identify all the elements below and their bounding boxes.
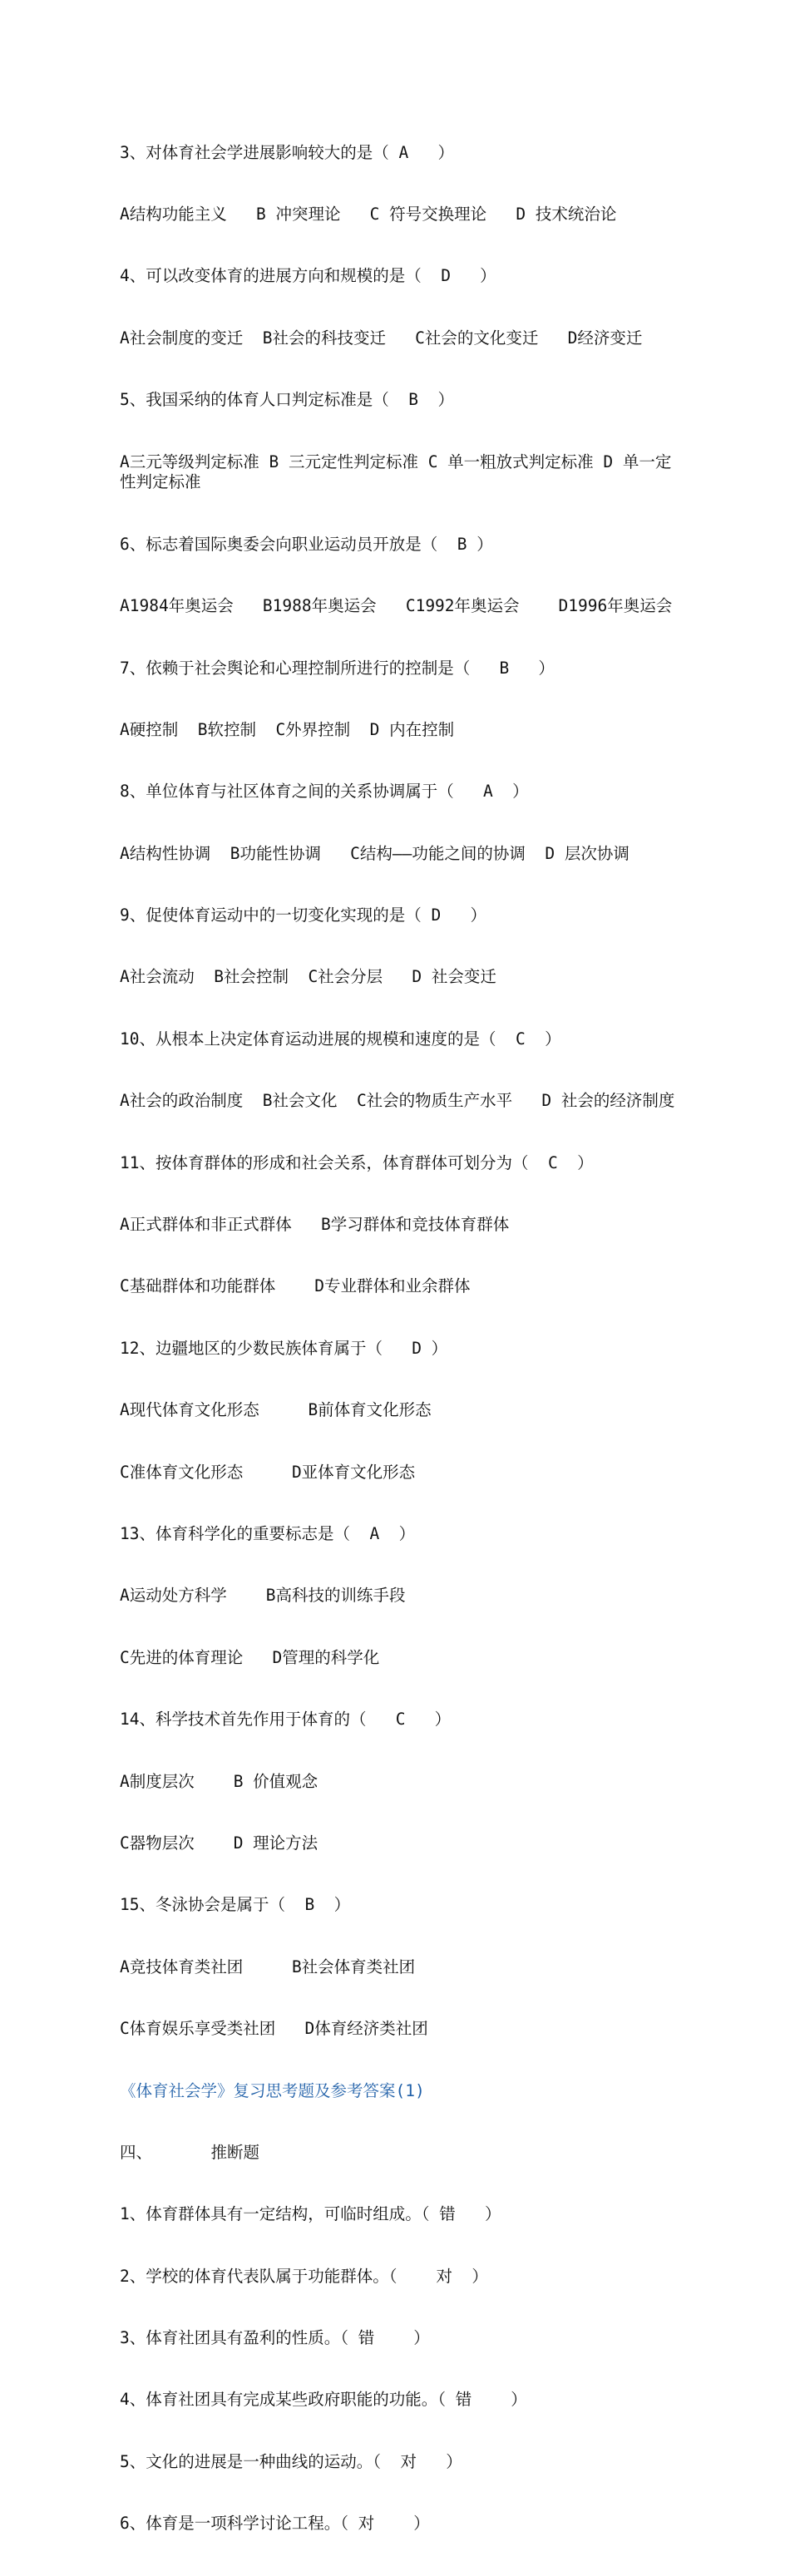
question-14-options-ab: A制度层次 B 价值观念 xyxy=(120,1771,318,1791)
judgment-6: 6、体育是一项科学讨论工程。（ 对 ） xyxy=(120,2514,430,2534)
question-11-options-ab: A正式群体和非正式群体 B学习群体和竞技体育群体 xyxy=(120,1215,510,1235)
question-12: 12、边疆地区的少数民族体育属于（ D ） xyxy=(120,1338,448,1358)
question-15-options-ab: A竞技体育类社团 B社会体育类社团 xyxy=(120,1957,416,1976)
document-body xyxy=(120,101,685,2576)
question-15-options-cd: C体育娱乐享受类社团 D体育经济类社团 xyxy=(120,2019,428,2039)
question-11-options-cd: C基础群体和功能群体 D专业群体和业余群体 xyxy=(120,1276,471,1296)
question-15: 15、冬泳协会是属于（ B ） xyxy=(120,1895,351,1915)
question-5-options: A三元等级判定标准 B 三元定性判定标准 C 单一粗放式判定标准 D 单一定性判定标准 xyxy=(120,452,672,492)
question-13: 13、体育科学化的重要标志是（ A ） xyxy=(120,1523,416,1543)
question-8-options: A结构性协调 B功能性协调 C结构——功能之间的协调 D 层次协调 xyxy=(120,843,630,863)
question-4: 4、可以改变体育的进展方向和规模的是（ D ） xyxy=(120,266,496,286)
question-5: 5、我国采纳的体育人口判定标准是（ B ） xyxy=(120,390,454,410)
judgment-1: 1、体育群体具有一定结构，可临时组成。（ 错 ） xyxy=(120,2204,501,2224)
section-four-title: 四、 推断题 xyxy=(120,2142,259,2162)
question-14: 14、科学技术首先作用于体育的（ C ） xyxy=(120,1710,452,1730)
judgment-4: 4、体育社团具有完成某些政府职能的功能。（ 错 ） xyxy=(120,2390,527,2410)
question-3: 3、对体育社会学进展影响较大的是（ A ） xyxy=(120,142,454,162)
question-6: 6、标志着国际奥委会向职业运动员开放是（ B ） xyxy=(120,534,493,554)
question-12-options-ab: A现代体育文化形态 B前体育文化形态 xyxy=(120,1400,432,1420)
question-6-options: A1984年奥运会 B1988年奥运会 C1992年奥运会 D1996年奥运会 xyxy=(120,596,673,616)
question-9: 9、促使体育运动中的一切变化实现的是（ D ） xyxy=(120,906,486,925)
judgment-3: 3、体育社团具有盈利的性质。（ 错 ） xyxy=(120,2328,430,2348)
judgment-5: 5、文化的进展是一种曲线的运动。（ 对 ） xyxy=(120,2451,462,2471)
section-heading-link: 《体育社会学》复习思考题及参考答案(1) xyxy=(120,2080,425,2100)
question-14-options-cd: C器物层次 D 理论方法 xyxy=(120,1833,318,1853)
question-9-options: A社会流动 B社会控制 C社会分层 D 社会变迁 xyxy=(120,967,496,987)
question-12-options-cd: C准体育文化形态 D亚体育文化形态 xyxy=(120,1462,416,1482)
question-7-options: A硬控制 B软控制 C外界控制 D 内在控制 xyxy=(120,719,455,739)
question-13-options-cd: C先进的体育理论 D管理的科学化 xyxy=(120,1647,380,1667)
question-4-options: A社会制度的变迁 B社会的科技变迁 C社会的文化变迁 D经济变迁 xyxy=(120,328,643,348)
question-11: 11、按体育群体的形成和社会关系，体育群体可划分为（ C ） xyxy=(120,1152,594,1172)
question-3-options: A结构功能主义 B 冲突理论 C 符号交换理论 D 技术统治论 xyxy=(120,204,617,224)
question-10: 10、从根本上决定体育运动进展的规模和速度的是（ C ） xyxy=(120,1029,561,1049)
question-10-options: A社会的政治制度 B社会文化 C社会的物质生产水平 D 社会的经济制度 xyxy=(120,1091,675,1111)
judgment-2: 2、学校的体育代表队属于功能群体。（ 对 ） xyxy=(120,2266,488,2286)
question-13-options-ab: A运动处方科学 B高科技的训练手段 xyxy=(120,1586,406,1606)
question-8: 8、单位体育与社区体育之间的关系协调属于（ A ） xyxy=(120,782,529,802)
question-7: 7、依赖于社会舆论和心理控制所进行的控制是（ B ） xyxy=(120,658,555,678)
